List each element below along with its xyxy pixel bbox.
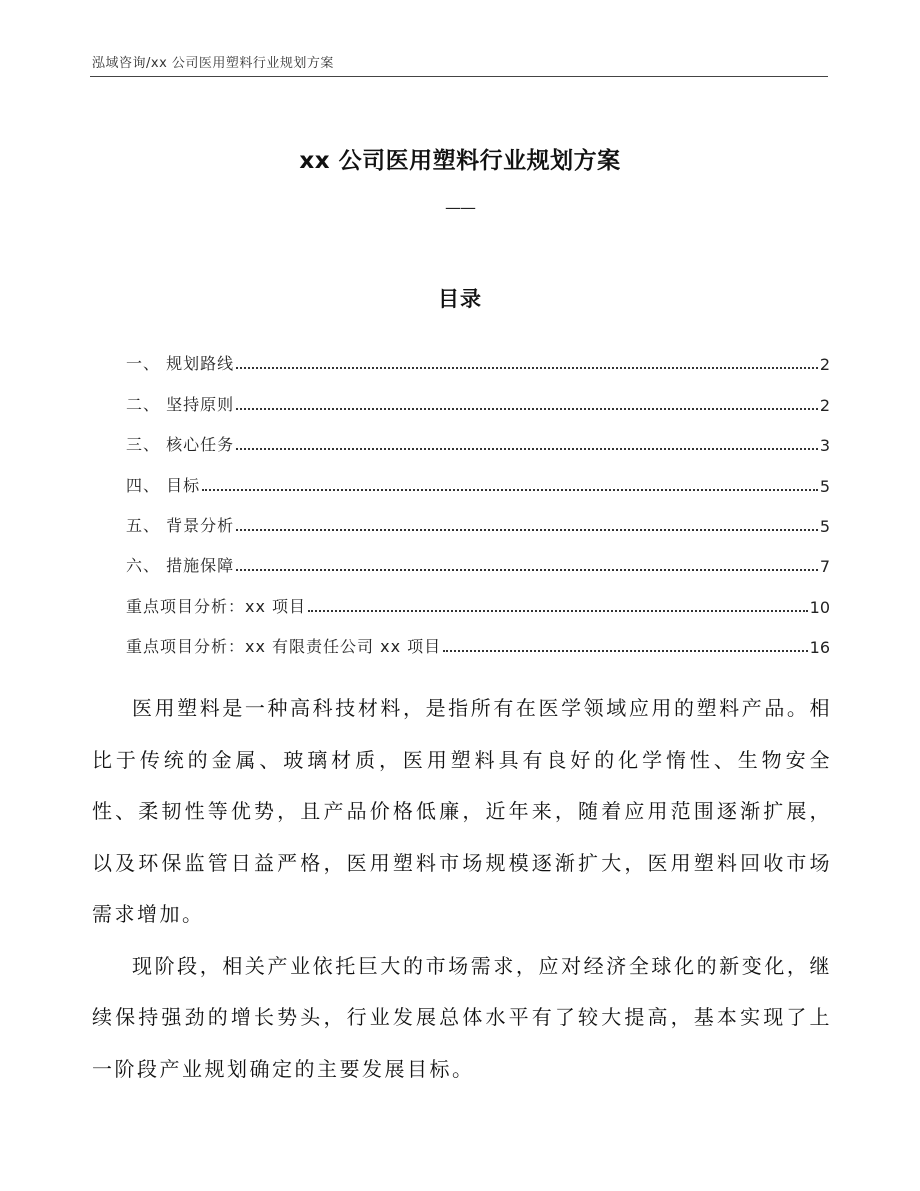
toc-dot-leader	[308, 610, 808, 612]
header-rule	[90, 76, 828, 77]
toc-dot-leader	[236, 529, 818, 531]
toc-entry[interactable]	[126, 374, 830, 414]
toc-entry[interactable]	[126, 576, 830, 616]
toc-entry-page: 3	[819, 436, 830, 456]
toc-entry-page: 2	[819, 395, 830, 415]
toc-entry-page: 5	[819, 516, 830, 536]
body-paragraph: 医用塑料是一种高科技材料，是指所有在医学领域应用的塑料产品。相比于传统的金属、玻璃材质，医用塑料具有良好的化学惰性、生物安全性、柔韧性等优势，且产品价格低廉，近年来，随着应用范围逐渐扩展，以及环保监管日益严格，医用塑料市场规模逐渐扩大，医用塑料回收市场需求增加。	[92, 696, 832, 926]
toc-entry[interactable]	[126, 334, 830, 374]
body-text	[92, 683, 832, 1095]
toc-dot-leader	[236, 367, 818, 369]
toc-title: 目录	[438, 287, 482, 311]
toc-entry[interactable]	[126, 617, 830, 657]
title-dash: ——	[445, 198, 475, 217]
toc-entry-label: 五、 背景分析	[126, 515, 235, 535]
toc-entry-label: 重点项目分析：xx 有限责任公司 xx 项目	[126, 637, 442, 657]
toc-dot-leader	[236, 408, 818, 410]
toc-dot-leader	[202, 489, 818, 491]
toc-entry-label: 二、 坚持原则	[126, 394, 235, 414]
toc-entry-page: 2	[819, 355, 830, 375]
toc-entry[interactable]	[126, 496, 830, 536]
toc-entry-label: 四、 目标	[126, 475, 201, 495]
toc-entry-label: 重点项目分析：xx 项目	[126, 596, 307, 616]
toc-dot-leader	[443, 650, 808, 652]
toc-entry-label: 六、 措施保障	[126, 556, 235, 576]
toc-dot-leader	[236, 569, 818, 571]
body-paragraph: 现阶段，相关产业依托巨大的市场需求，应对经济全球化的新变化，继续保持强劲的增长势头，行业发展总体水平有了较大提高，基本实现了上一阶段产业规划确定的主要发展目标。	[92, 953, 832, 1081]
running-header: 泓域咨询/xx 公司医用塑料行业规划方案	[92, 56, 334, 71]
toc-entry[interactable]	[126, 536, 830, 576]
table-of-contents	[126, 334, 830, 657]
toc-entry-page: 5	[819, 476, 830, 496]
toc-entry-label: 三、 核心任务	[126, 435, 235, 455]
toc-entry[interactable]	[126, 455, 830, 495]
toc-entry-page: 7	[819, 557, 830, 577]
toc-entry[interactable]	[126, 415, 830, 455]
toc-entry-label: 一、 规划路线	[126, 354, 235, 374]
toc-entry-page: 10	[809, 597, 830, 617]
toc-dot-leader	[236, 448, 818, 450]
document-title: xx 公司医用塑料行业规划方案	[299, 148, 621, 174]
toc-entry-page: 16	[809, 638, 830, 658]
